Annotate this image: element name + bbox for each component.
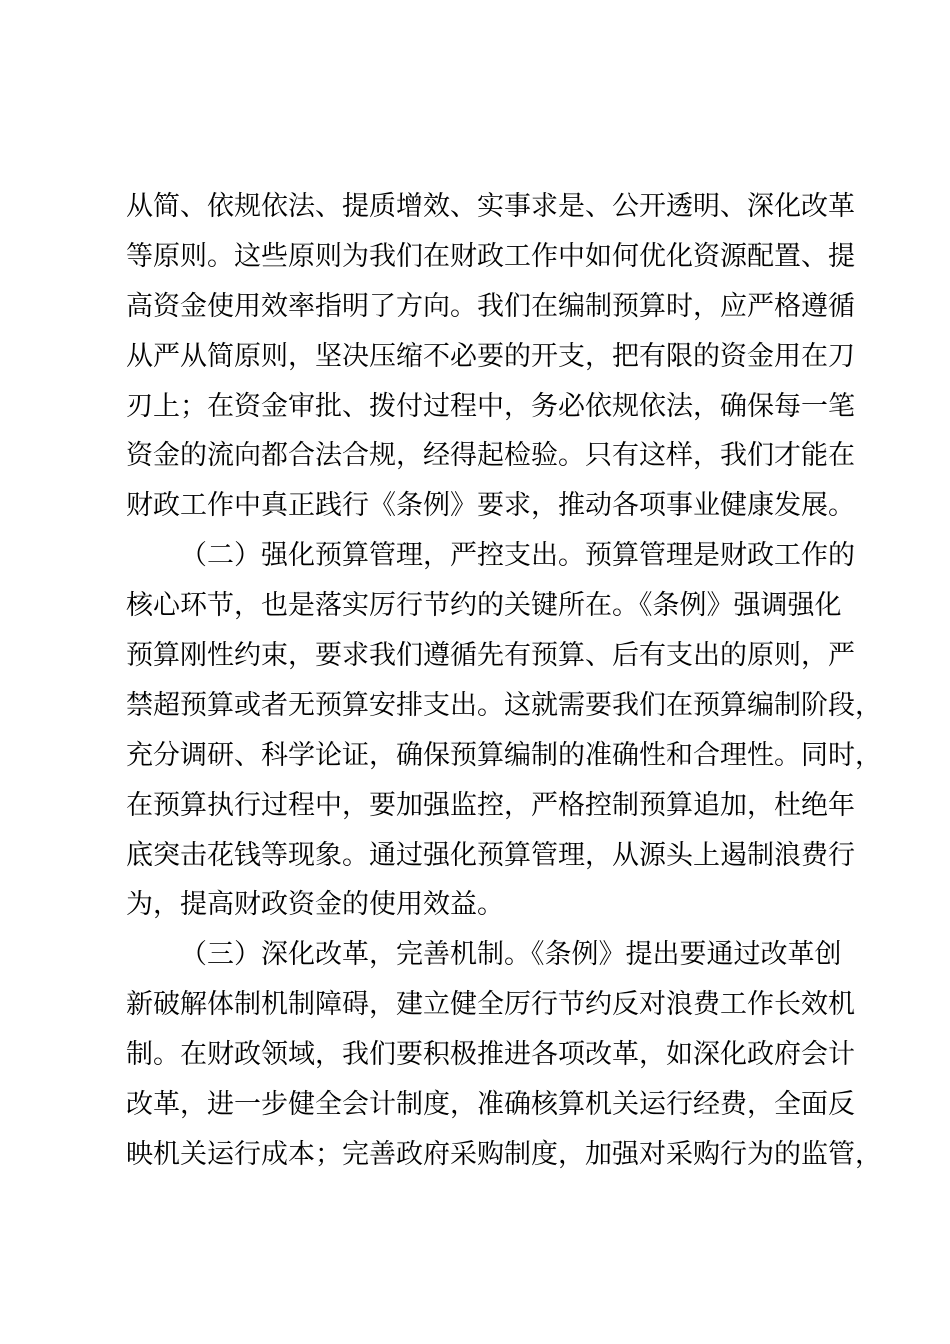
- text-line: 核心环节，也是落实厉行节约的关键所在。《条例》强调强化: [126, 590, 842, 622]
- text-line: （三）深化改革，完善机制。《条例》提出要通过改革创: [180, 939, 842, 971]
- paragraph-1: [126, 182, 855, 531]
- text-line: 在预算执行过程中，要加强监控，严格控制预算追加，杜绝年: [126, 789, 855, 821]
- text-line: 改革，进一步健全会计制度，准确核算机关运行经费，全面反: [126, 1089, 855, 1121]
- text-line: 制。在财政领域，我们要积极推进各项改革，如深化政府会计: [126, 1039, 855, 1071]
- text-line: 为，提高财政资金的使用效益。: [126, 889, 504, 921]
- paragraph-2: [126, 531, 882, 930]
- text-line: （二）强化预算管理，严控支出。预算管理是财政工作的: [180, 540, 855, 572]
- text-line: 禁超预算或者无预算安排支出。这就需要我们在预算编制阶段，: [126, 689, 882, 721]
- text-line: 新破解体制机制障碍，建立健全厉行节约反对浪费工作长效机: [126, 989, 855, 1021]
- text-line: 资金的流向都合法合规，经得起检验。只有这样，我们才能在: [126, 440, 855, 472]
- text-line: 等原则。这些原则为我们在财政工作中如何优化资源配置、提: [126, 240, 855, 272]
- text-line: 预算刚性约束，要求我们遵循先有预算、后有支出的原则，严: [126, 640, 855, 672]
- document-body: [126, 182, 882, 1180]
- text-line: 映机关运行成本；完善政府采购制度，加强对采购行为的监管，: [126, 1138, 882, 1170]
- text-line: 底突击花钱等现象。通过强化预算管理，从源头上遏制浪费行: [126, 839, 855, 871]
- text-line: 从简、依规依法、提质增效、实事求是、公开透明、深化改革: [126, 191, 855, 222]
- text-line: 从严从简原则，坚决压缩不必要的开支，把有限的资金用在刀: [126, 340, 855, 372]
- text-line: 财政工作中真正践行《条例》要求，推动各项事业健康发展。: [126, 490, 855, 522]
- paragraph-3: [126, 930, 882, 1179]
- text-line: 充分调研、科学论证，确保预算编制的准确性和合理性。同时，: [126, 739, 882, 771]
- text-line: 刃上；在资金审批、拨付过程中，务必依规依法，确保每一笔: [126, 390, 855, 422]
- text-line: 高资金使用效率指明了方向。我们在编制预算时，应严格遵循: [126, 290, 855, 322]
